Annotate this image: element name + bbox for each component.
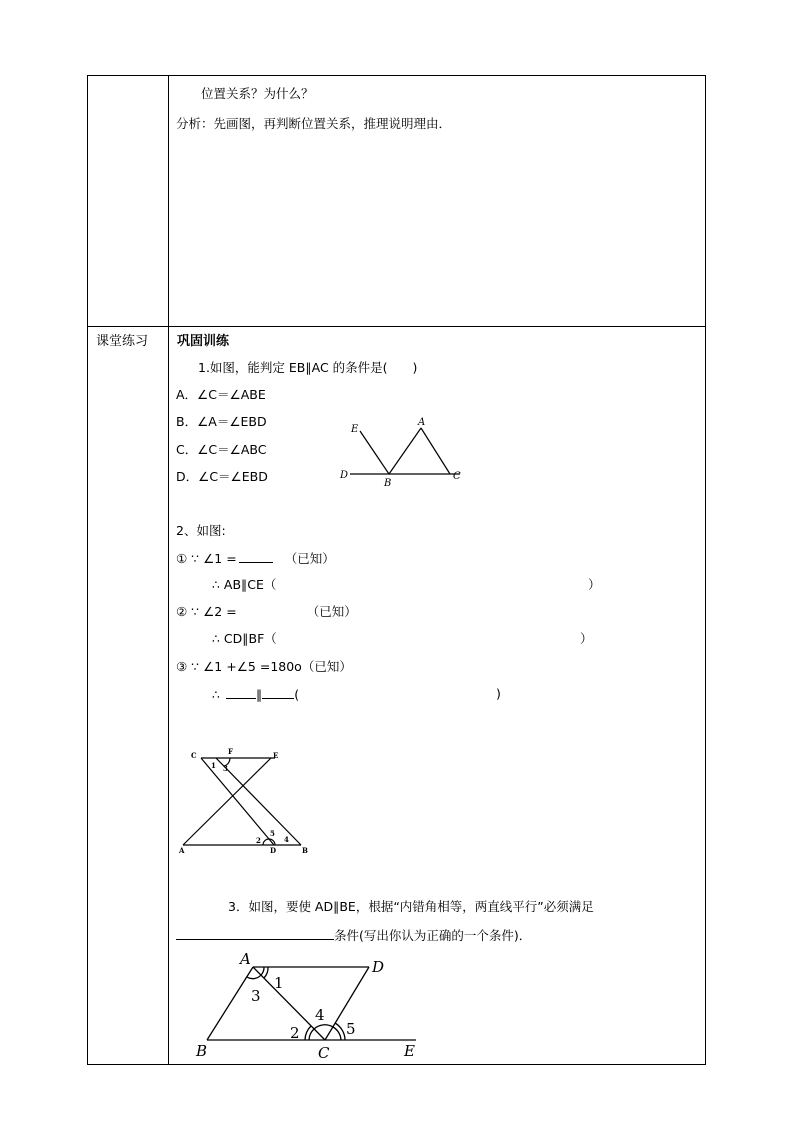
q1-label-b: B (384, 478, 392, 489)
q2-prompt: 2、如图: (176, 523, 226, 538)
q3-label-4: 4 (315, 1006, 325, 1024)
section-label: 课堂练习 (96, 334, 149, 349)
q2-label-3: 3 (223, 764, 228, 773)
q2-label-2: 2 (256, 836, 261, 845)
q3-label-3: 3 (251, 987, 261, 1005)
q2-figure (176, 746, 306, 856)
q2-line5: ③ ∵ ∠1 +∠5 =180o（已知） (176, 659, 352, 674)
q2-line1-because: ① ∵ ∠1 = (176, 551, 237, 566)
q1-label-e: E (351, 424, 359, 435)
q2-line2: ∴ AB∥CE（ (212, 577, 277, 592)
q2-blank-line2[interactable] (262, 686, 294, 699)
q2-label-e: E (273, 751, 279, 760)
q2-blank-angle1[interactable] (239, 550, 273, 563)
q2-line3-because: ② ∵ ∠2 = (176, 604, 237, 619)
section-heading: 巩固训练 (177, 334, 230, 349)
q2-label-1: 1 (211, 761, 216, 770)
q3-prompt: 3．如图，要使 AD∥BE，根据“内错角相等，两直线平行”必须满足 (228, 899, 594, 914)
q3-figure (194, 950, 424, 1062)
worksheet-table (87, 75, 706, 1065)
q3-label-c: C (318, 1044, 330, 1062)
q3-tail: 条件(写出你认为正确的一个条件)． (334, 928, 532, 943)
q2-label-c: C (191, 751, 197, 760)
q1-option-c: C．∠C＝∠ABC (176, 442, 267, 457)
q2-line4: ∴ CD∥BF（ (212, 631, 277, 646)
q3-line2 (176, 927, 531, 944)
q3-answer-blank[interactable] (176, 927, 334, 940)
q1-figure (338, 416, 468, 488)
q2-label-b: B (302, 846, 308, 855)
q3-label-5: 5 (346, 1020, 356, 1038)
q2-line3 (176, 604, 357, 620)
q2-label-5: 5 (270, 829, 275, 838)
q3-label-a: A (240, 950, 251, 968)
q2-reason-open: ( (294, 687, 300, 702)
q2-therefore: ∴ (212, 687, 220, 702)
q1-label-a: A (418, 417, 426, 428)
q2-label-a: A (179, 846, 185, 855)
q2-blank-line1[interactable] (226, 686, 256, 699)
row-divider (88, 326, 705, 327)
q2-parallel: ∥ (255, 687, 263, 702)
question-tail: 位置关系？为什么？ (201, 86, 314, 101)
q2-line2-close: ） (588, 577, 601, 592)
q1-option-d: D．∠C＝∠EBD (176, 469, 268, 484)
q2-line6 (212, 686, 299, 703)
q3-label-d: D (372, 958, 385, 976)
q2-label-d: D (270, 846, 277, 855)
q1-option-b: B．∠A＝∠EBD (176, 414, 267, 429)
q2-line3-known: （已知） (306, 604, 357, 619)
q1-label-c: C (453, 471, 461, 482)
q1-label-d: D (340, 470, 349, 481)
q3-label-b: B (196, 1042, 208, 1060)
q3-label-e: E (404, 1042, 415, 1060)
q3-label-2: 2 (290, 1024, 300, 1042)
q2-line1-known: （已知） (284, 551, 335, 566)
q2-line1 (176, 550, 335, 567)
q2-line4-close: ） (580, 631, 593, 646)
q2-line6-close: ) (496, 686, 501, 701)
q1-option-a: A．∠C＝∠ABE (176, 387, 266, 402)
q3-label-1: 1 (274, 974, 284, 992)
analysis-text: 分析：先画图，再判断位置关系，推理说明理由． (176, 116, 452, 131)
column-divider (168, 76, 169, 1064)
q2-label-4: 4 (284, 835, 289, 844)
q2-label-f: F (228, 747, 233, 756)
q1-prompt: 1.如图，能判定 EB∥AC 的条件是( ) (198, 360, 418, 375)
